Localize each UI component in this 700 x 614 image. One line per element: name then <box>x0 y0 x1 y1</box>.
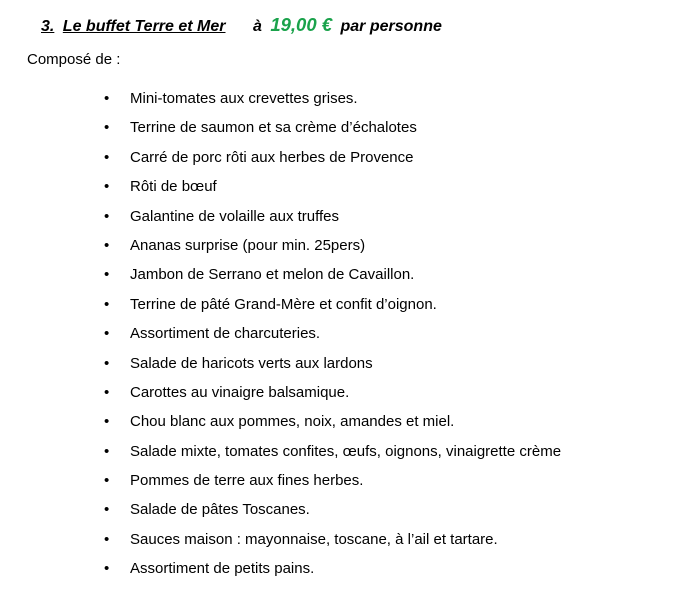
section-heading <box>41 13 442 37</box>
list-item-text: Terrine de saumon et sa crème d’échalotes <box>130 119 417 137</box>
price-value: 19,00 € <box>270 14 333 35</box>
list-item-text: Sauces maison : mayonnaise, toscane, à l’ail et tartare. <box>130 530 498 548</box>
bullet-icon: • <box>104 501 110 519</box>
bullet-icon: • <box>104 325 110 343</box>
bullet-icon: • <box>104 207 110 225</box>
list-item-text: Chou blanc aux pommes, noix, amandes et miel. <box>130 413 455 431</box>
bullet-icon: • <box>104 383 110 401</box>
section-number: 3. <box>41 18 55 35</box>
bullet-icon: • <box>104 295 110 313</box>
list-item-text: Carré de porc rôti aux herbes de Provence <box>130 148 414 166</box>
list-item-text: Ananas surprise (pour min. 25pers) <box>130 236 366 254</box>
bullet-icon: • <box>104 413 110 431</box>
bullet-icon: • <box>104 178 110 196</box>
section-title: Le buffet Terre et Mer <box>62 18 226 35</box>
bullet-icon: • <box>104 148 110 166</box>
price-suffix: par personne <box>340 18 442 35</box>
bullet-icon: • <box>104 236 110 254</box>
bullet-icon: • <box>104 560 110 578</box>
bullet-icon: • <box>104 90 110 107</box>
bullet-icon: • <box>104 442 110 460</box>
list-item-text: Salade de haricots verts aux lardons <box>130 354 373 372</box>
list-item-text: Galantine de volaille aux truffes <box>130 207 340 225</box>
list-item-text: Salade mixte, tomates confites, œufs, oignons, vinaigrette crème <box>130 442 562 460</box>
list-item-text: Salade de pâtes Toscanes. <box>130 501 310 519</box>
list-item-text: Terrine de pâté Grand-Mère et confit d’oignon. <box>130 295 437 313</box>
list-item-text: Pommes de terre aux fines herbes. <box>130 472 364 490</box>
intro-text: Composé de : <box>27 51 121 68</box>
list-item-text: Assortiment de petits pains. <box>130 560 315 578</box>
bullet-icon: • <box>104 354 110 372</box>
bullet-icon: • <box>104 119 110 137</box>
list-item-text: Assortiment de charcuteries. <box>130 325 321 343</box>
bullet-icon: • <box>104 266 110 284</box>
bullet-icon: • <box>104 472 110 490</box>
list-item-text: Rôti de bœuf <box>130 178 217 196</box>
list-item-text: Mini-tomates aux crevettes grises. <box>130 90 358 107</box>
list-item-text: Carottes au vinaigre balsamique. <box>130 383 350 401</box>
list-item-text: Jambon de Serrano et melon de Cavaillon. <box>130 266 415 284</box>
bullet-icon: • <box>104 530 110 548</box>
price-prefix: à <box>252 18 262 35</box>
